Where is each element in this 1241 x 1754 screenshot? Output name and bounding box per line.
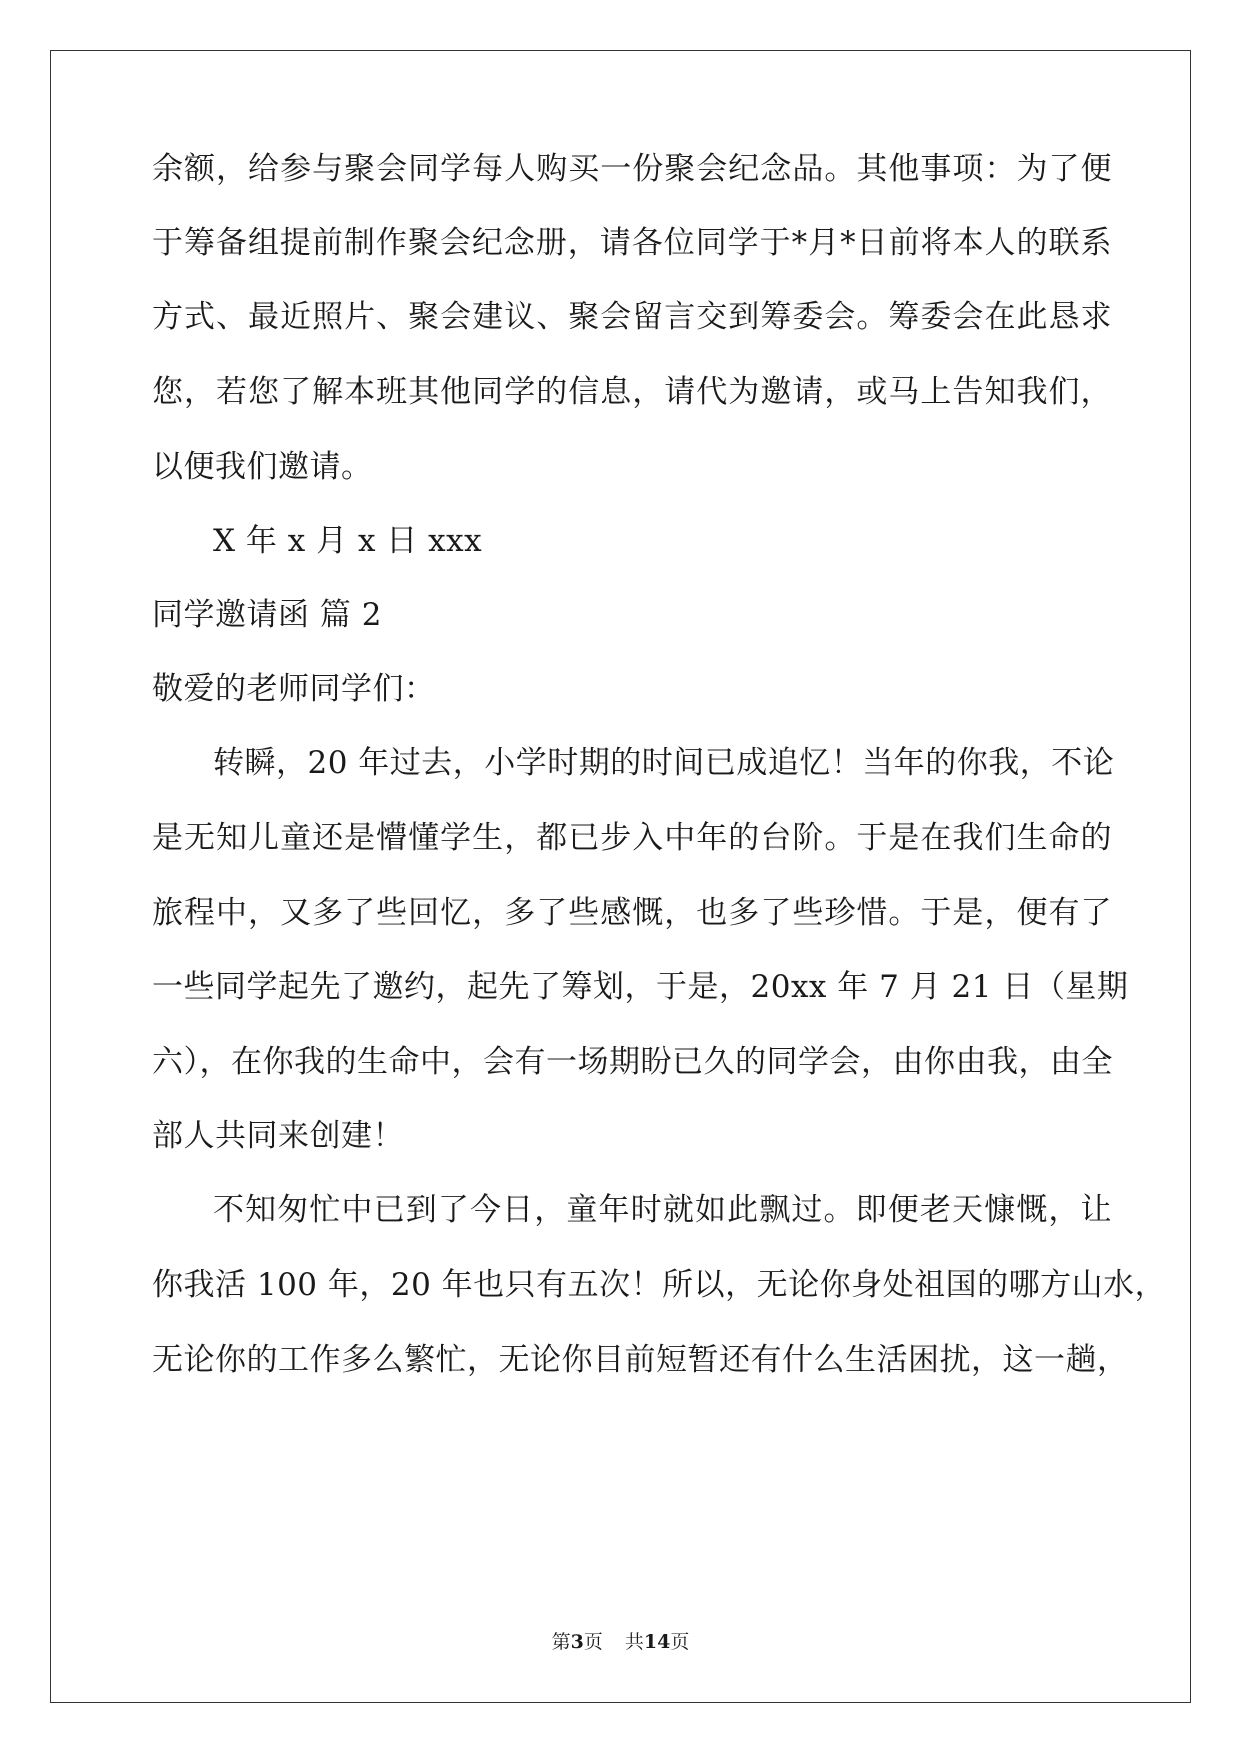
text-line: 部人共同来创建！ (152, 1118, 404, 1154)
text-line: 旅程中，又多了些回忆，多了些感慨，也多了些珍惜。于是，便有了 (152, 895, 1112, 931)
text-line: 方式、最近照片、聚会建议、聚会留言交到筹委会。筹委会在此恳求 (152, 299, 1112, 335)
signature-date: X 年 x 月 x 日 xxx (213, 523, 483, 559)
total-suffix: 页 (670, 1631, 690, 1653)
text-line: 六），在你我的生命中，会有一场期盼已久的同学会，由你由我，由全 (152, 1044, 1113, 1080)
text-line: 无论你的工作多么繁忙，无论你目前短暂还有什么生活困扰，这一趟， (152, 1342, 1129, 1378)
page-suffix: 页 (583, 1631, 603, 1653)
section-heading: 同学邀请函 篇 2 (152, 597, 382, 633)
salutation: 敬爱的老师同学们： (152, 671, 436, 707)
text-line: 不知匆忙中已到了今日，童年时就如此飘过。即便老天慷慨，让 (213, 1192, 1112, 1228)
text-line: 以便我们邀请。 (152, 449, 373, 485)
text-line: 于筹备组提前制作聚会纪念册，请各位同学于*月*日前将本人的联系 (152, 225, 1112, 261)
text-line: 您，若您了解本班其他同学的信息，请代为邀请，或马上告知我们， (152, 374, 1112, 410)
page-number: 3 (570, 1631, 584, 1653)
text-line: 一些同学起先了邀约，起先了筹划，于是，20xx 年 7 月 21 日（星期 (152, 969, 1129, 1005)
page-prefix: 第 (551, 1631, 571, 1653)
text-line: 你我活 100 年，20 年也只有五次！所以，无论你身处祖国的哪方山水， (152, 1267, 1167, 1303)
text-line: 转瞬，20 年过去，小学时期的时间已成追忆！当年的你我，不论 (213, 745, 1115, 781)
total-pages: 14 (643, 1631, 671, 1653)
total-prefix: 共 (624, 1631, 644, 1653)
text-line: 是无知儿童还是懵懂学生，都已步入中年的台阶。于是在我们生命的 (152, 820, 1112, 856)
page-footer (0, 1630, 1241, 1654)
text-line: 余额，给参与聚会同学每人购买一份聚会纪念品。其他事项：为了便 (152, 151, 1112, 187)
